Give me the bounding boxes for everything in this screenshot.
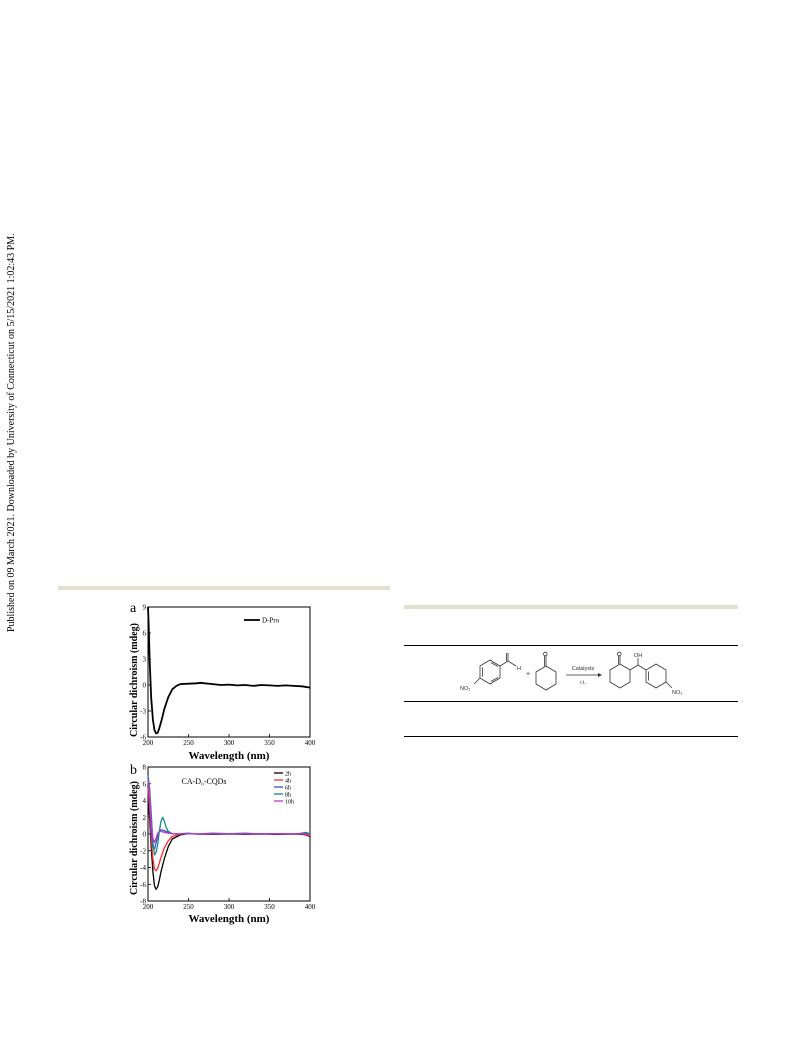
cd-chart-b [124,760,320,926]
y-tick-label: 6 [142,629,146,638]
x-tick-label: 400 [304,903,316,911]
table-rule-2 [404,701,738,702]
plus-sign: + [526,671,531,678]
product-nitro-label: NO₂ [672,690,683,696]
x-tick-label: 250 [183,903,194,911]
product-oh-label: OH [634,653,643,659]
reagent-nitro-label: NO₂ [460,686,471,692]
y-tick-label: -6 [140,733,146,742]
x-tick-label: 350 [264,903,275,911]
x-tick-label: 200 [142,903,154,911]
table-top-divider [404,605,738,609]
y-tick-label: 0 [142,681,146,690]
reaction-arrow [566,673,602,677]
y-axis-label-a: Circular dichroism (mdeg) [129,623,140,737]
x-tick-label: 300 [223,739,235,747]
legend-label: D-Pro [262,616,280,625]
y-tick-label: 3 [142,655,146,664]
y-tick-label: -4 [140,864,146,872]
table-rule-3 [404,736,738,737]
panel-label-a: a [130,601,137,616]
y-tick-label: 4 [142,797,146,805]
table-rule-1 [404,645,738,646]
side-note-text: Published on 09 March 2021. Downloaded by University of Connecticut on 5/15/2021 1:02:43 PM. [6,233,17,632]
y-tick-label: -2 [140,847,146,856]
x-tick-label: 300 [223,903,235,911]
cd-chart-a [124,598,320,762]
y-axis-label-b: Circular dichroism (mdeg) [129,781,140,895]
cyclohexanone-structure [536,652,556,690]
download-side-note [2,200,22,640]
y-tick-label: -3 [140,707,146,716]
left-column-divider [58,586,390,590]
panel-label-b: b [130,763,137,778]
arrow-catalyst-label: Catalysts [571,666,595,672]
y-tick-label: -6 [140,880,146,889]
legend-label: 2h [285,771,291,778]
series-line-d-pro [148,607,310,734]
y-tick-label: 9 [142,603,146,612]
reagent-h-label: H [517,666,521,672]
y-tick-label: 8 [142,763,146,772]
legend-label: 10h [285,799,294,806]
legend-label: 8h [285,792,291,799]
x-tick-label: 400 [304,739,316,747]
nitrobenzaldehyde-structure [474,653,516,684]
x-tick-label: 250 [183,739,194,747]
x-tick-label: 350 [264,739,275,747]
y-tick-label: 6 [142,780,146,789]
x-axis-label-a: Wavelength (nm) [188,750,270,762]
x-tick-label: 200 [142,739,154,747]
chart-b-title: CA-D₀-CQDs [181,777,227,786]
arrow-condition-label: r.t. [580,680,586,686]
legend-label: 6h [285,785,291,792]
legend-label: 4h [285,778,291,785]
series-line-2h [148,801,310,890]
x-axis-label-b: Wavelength (nm) [188,913,270,925]
reaction-scheme [460,650,690,696]
plot-frame-a [148,607,310,737]
y-tick-label: -8 [140,897,146,906]
y-tick-label: 2 [142,813,146,822]
y-tick-label: 0 [142,830,146,839]
